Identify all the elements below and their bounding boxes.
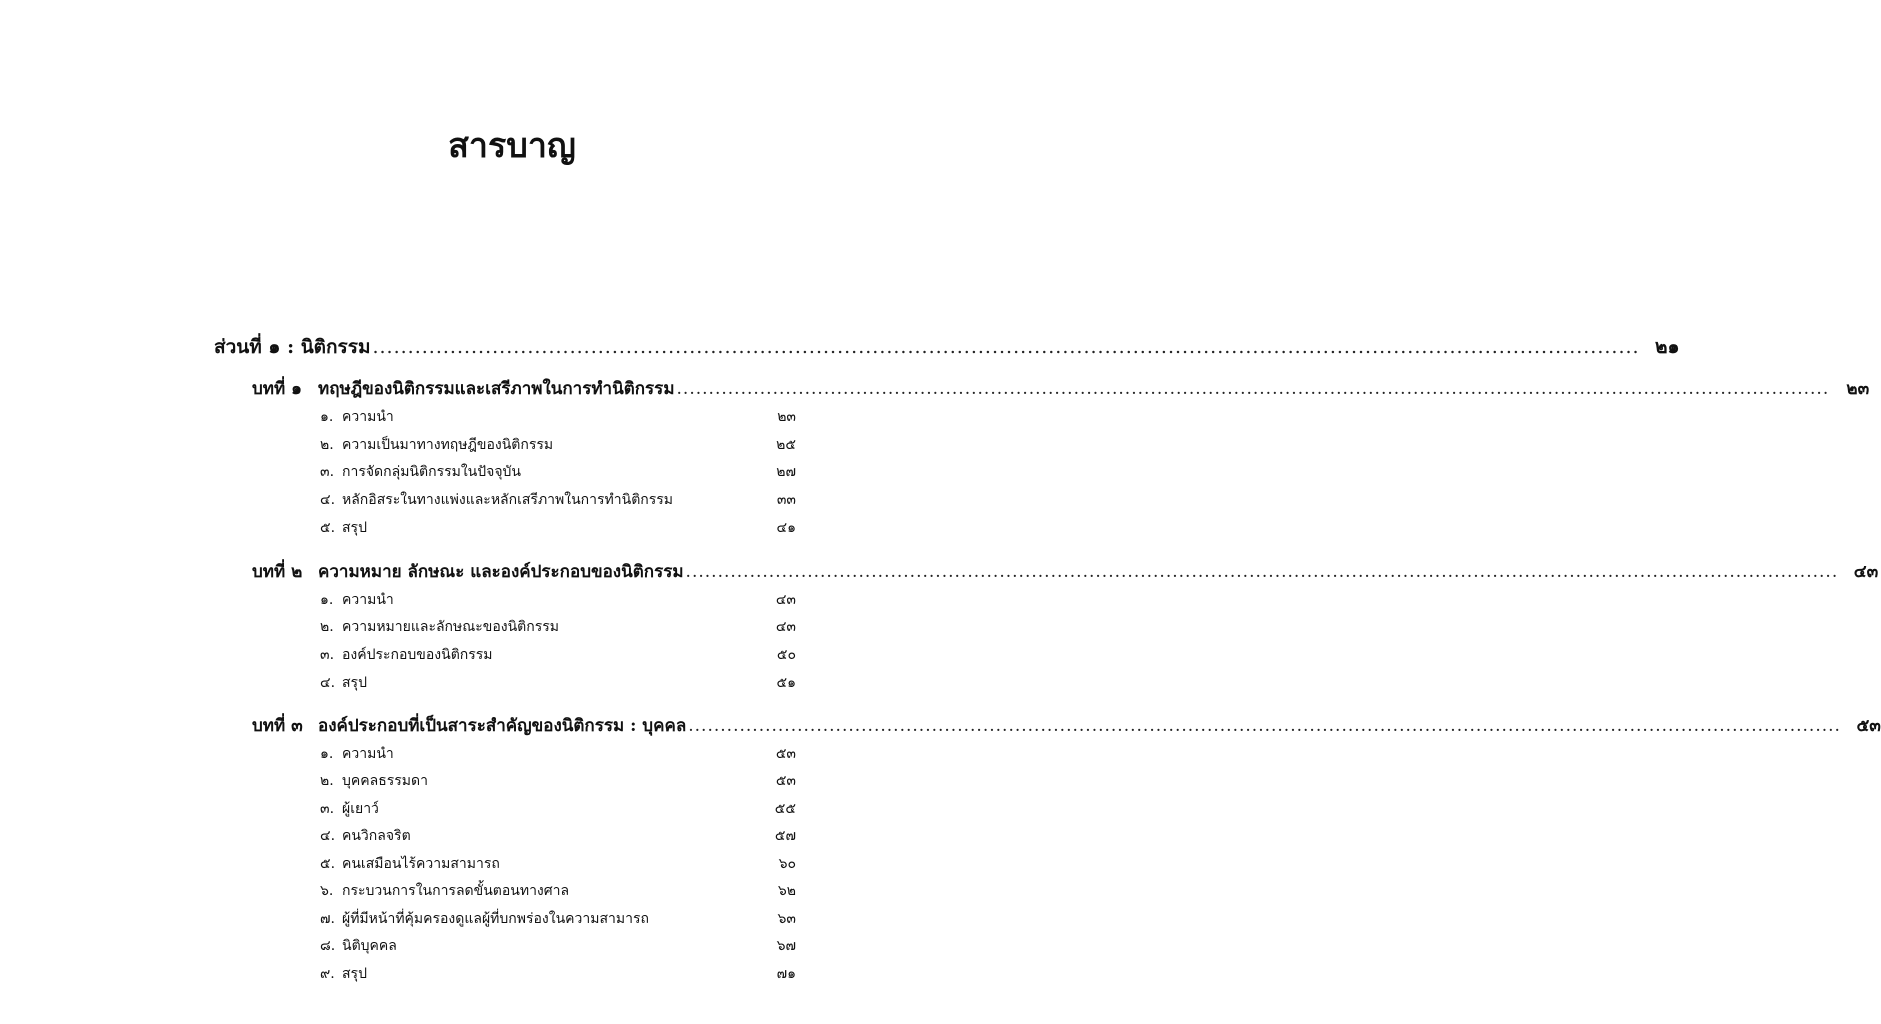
- item-title: การจัดกลุ่มนิติกรรมในปัจจุบัน: [342, 464, 521, 480]
- item-title: กระบวนการในการลดขั้นตอนทางศาล: [342, 883, 570, 899]
- item-number: ๔.: [320, 675, 336, 691]
- toc-item: [320, 851, 796, 877]
- toc-item: [320, 961, 796, 987]
- item-title: สรุป: [342, 675, 367, 691]
- item-page: ๗๑: [776, 966, 796, 982]
- toc-chapter-2: [252, 559, 1879, 585]
- dot-leader: ....................................................................................................................................................................................: [685, 562, 1839, 582]
- toc-item: [320, 933, 796, 959]
- page-title: สารบาญ: [448, 126, 576, 166]
- item-page: ๖๓: [777, 911, 796, 927]
- chapter-number: บทที่ ๑: [252, 379, 302, 399]
- item-page: ๕๓: [775, 746, 796, 762]
- item-page: ๕๐: [776, 647, 796, 663]
- item-title: ความหมายและลักษณะของนิติกรรม: [342, 619, 559, 635]
- toc-item: [320, 487, 796, 513]
- chapter-title: องค์ประกอบที่เป็นสาระสำคัญของนิติกรรม : บุคคล: [318, 716, 687, 736]
- toc-chapter-3: [252, 713, 1881, 739]
- item-page: ๔๑: [776, 520, 796, 536]
- item-number: ๖.: [320, 883, 334, 899]
- toc-item: [320, 878, 796, 904]
- item-page: ๒๓: [777, 409, 796, 425]
- item-number: ๗.: [320, 911, 335, 927]
- toc-part-1: [214, 334, 1680, 360]
- chapter-page: ๒๓: [1846, 379, 1870, 399]
- toc-item: [320, 670, 796, 696]
- item-title: ความนำ: [342, 592, 394, 608]
- chapter-title: ทฤษฎีของนิติกรรมและเสรีภาพในการทำนิติกรรม: [318, 379, 675, 399]
- item-number: ๓.: [320, 464, 335, 480]
- toc-item: [320, 614, 796, 640]
- item-title: บุคคลธรรมดา: [342, 773, 428, 789]
- item-title: ผู้ที่มีหน้าที่คุ้มครองดูแลผู้ที่บกพร่องในความสามารถ: [342, 911, 649, 927]
- item-page: ๕๓: [775, 773, 796, 789]
- chapter-number: บทที่ ๓: [252, 716, 303, 736]
- toc-item: [320, 642, 796, 668]
- item-number: ๘.: [320, 938, 336, 954]
- toc-item: [320, 823, 796, 849]
- item-number: ๔.: [320, 828, 336, 844]
- item-page: ๓๓: [776, 492, 796, 508]
- item-page: ๕๕: [774, 801, 796, 817]
- chapter-page: ๕๓: [1856, 716, 1881, 736]
- item-title: ความเป็นมาทางทฤษฎีของนิติกรรม: [342, 437, 554, 453]
- item-page: ๔๓: [775, 592, 796, 608]
- item-number: ๒.: [320, 619, 334, 635]
- toc-chapter-1: [252, 376, 1870, 402]
- chapter-number: บทที่ ๒: [252, 562, 303, 582]
- item-title: นิติบุคคล: [342, 938, 397, 954]
- toc-item: [320, 741, 796, 767]
- toc-item: [320, 459, 796, 485]
- item-number: ๓.: [320, 647, 335, 663]
- item-title: คนเสมือนไร้ความสามารถ: [342, 856, 500, 872]
- toc-item: [320, 587, 796, 613]
- chapter-title: ความหมาย ลักษณะ และองค์ประกอบของนิติกรรม: [318, 562, 684, 582]
- part-page: ๒๑: [1655, 336, 1680, 358]
- dot-leader: ....................................................................................................................................................................................: [372, 336, 1640, 358]
- item-title: องค์ประกอบของนิติกรรม: [342, 647, 493, 663]
- item-title: สรุป: [342, 520, 367, 536]
- item-page: ๖๐: [778, 856, 796, 872]
- item-page: ๒๗: [776, 464, 796, 480]
- toc-item: [320, 768, 796, 794]
- item-number: ๕.: [320, 520, 336, 536]
- item-title: คนวิกลจริต: [342, 828, 411, 844]
- item-title: สรุป: [342, 966, 367, 982]
- part-label: ส่วนที่ ๑ : นิติกรรม: [214, 336, 371, 358]
- dot-leader: ....................................................................................................................................................................................: [676, 379, 1830, 399]
- item-page: ๖๗: [776, 938, 796, 954]
- item-number: ๓.: [320, 801, 335, 817]
- toc-item: [320, 404, 796, 430]
- toc-item: [320, 906, 796, 932]
- chapter-page: ๔๓: [1853, 562, 1879, 582]
- item-page: ๔๓: [775, 619, 796, 635]
- dot-leader: ....................................................................................................................................................................................: [688, 716, 1841, 736]
- item-title: หลักอิสระในทางแพ่งและหลักเสรีภาพในการทำนิติกรรม: [342, 492, 674, 508]
- item-title: ผู้เยาว์: [342, 801, 379, 817]
- item-title: ความนำ: [342, 746, 394, 762]
- item-number: ๒.: [320, 437, 334, 453]
- item-number: ๑.: [320, 746, 334, 762]
- toc-item: [320, 515, 796, 541]
- item-title: ความนำ: [342, 409, 394, 425]
- item-number: ๑.: [320, 409, 334, 425]
- item-number: ๕.: [320, 856, 336, 872]
- item-number: ๒.: [320, 773, 334, 789]
- toc-item: [320, 432, 796, 458]
- item-page: ๕๗: [774, 828, 796, 844]
- item-page: ๕๑: [776, 675, 796, 691]
- item-number: ๑.: [320, 592, 334, 608]
- item-number: ๔.: [320, 492, 336, 508]
- item-page: ๒๕: [776, 437, 796, 453]
- item-number: ๙.: [320, 966, 335, 982]
- toc-item: [320, 796, 796, 822]
- item-page: ๖๒: [777, 883, 796, 899]
